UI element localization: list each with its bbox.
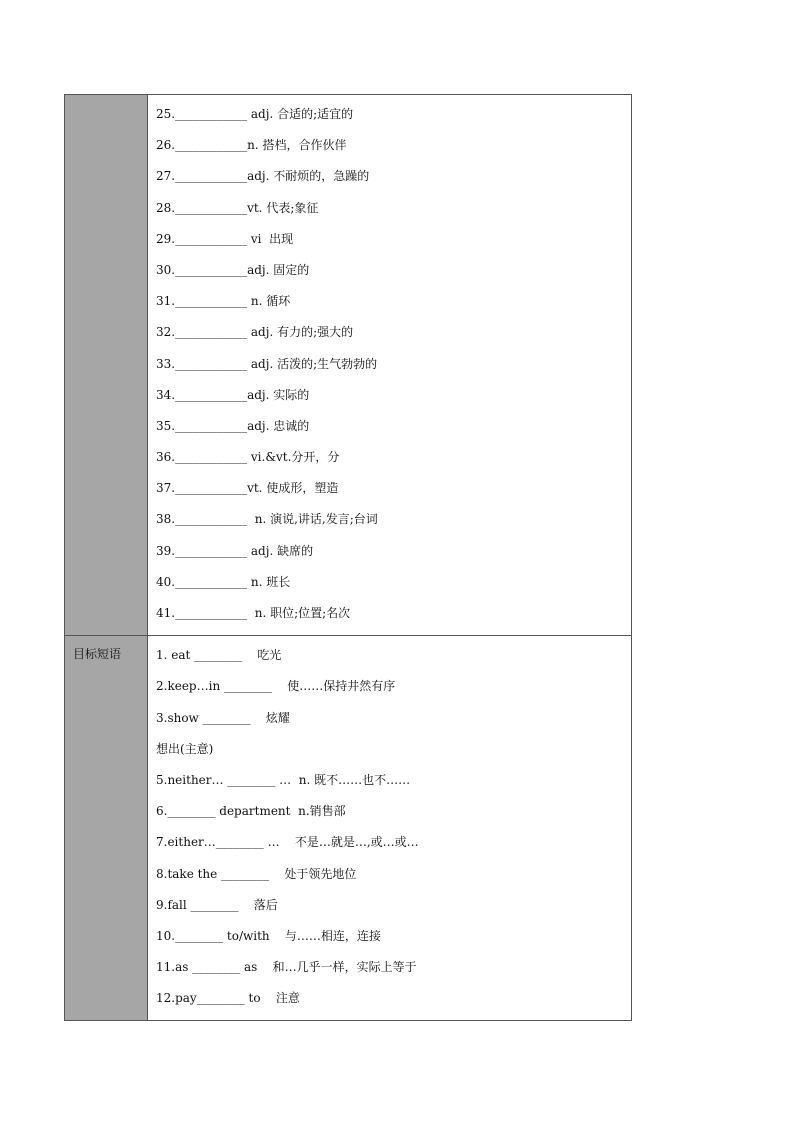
vocab-item: 30.____________adj. 固定的	[156, 262, 310, 277]
vocab-item: 39.____________ adj. 缺席的	[156, 543, 314, 558]
vocab-item: 41.____________ n. 职位;位置;名次	[156, 606, 351, 620]
phrase-item: 9.fall ________ 落后	[156, 897, 278, 912]
phrase-item: 11.as ________ as 和…几乎一样，实际上等于	[156, 960, 417, 975]
vocab-item: 36.____________ vi.&vt.分开，分	[156, 450, 340, 465]
phrase-row	[65, 636, 632, 1021]
phrase-label: 目标短语	[73, 647, 122, 662]
vocab-item: 25.____________ adj. 合适的;适宜的	[156, 107, 354, 121]
phrase-item: 8.take the ________ 处于领先地位	[156, 866, 357, 881]
vocab-item: 28.____________vt. 代表;象征	[156, 200, 319, 215]
vocabulary-label	[65, 95, 147, 104]
phrase-item: 10.________ to/with 与……相连，连接	[156, 928, 381, 943]
vocab-item: 26.____________n. 搭档，合作伙伴	[156, 138, 347, 153]
vocab-item: 33.____________ adj. 活泼的;生气勃勃的	[156, 356, 378, 371]
vocabulary-table	[64, 94, 632, 1021]
phrase-item: 想出(主意)	[156, 741, 214, 756]
vocab-item: 29.____________ vi 出现	[156, 231, 294, 246]
phrase-item: 3.show ________ 炫耀	[156, 710, 290, 725]
phrase-item: 2.keep…in ________ 使……保持井然有序	[156, 679, 396, 694]
phrase-item: 6.________ department n.销售部	[156, 804, 346, 819]
phrase-item: 12.pay________ to 注意	[156, 991, 300, 1006]
vocab-item: 31.____________ n. 循环	[156, 294, 291, 309]
vocabulary-list	[148, 95, 632, 636]
vocab-item: 27.____________adj. 不耐烦的，急躁的	[156, 169, 370, 184]
vocab-item: 35.____________adj. 忠诚的	[156, 418, 310, 433]
vocab-item: 34.____________adj. 实际的	[156, 387, 310, 402]
phrase-item: 1. eat ________ 吃光	[156, 648, 282, 663]
vocab-item: 40.____________ n. 班长	[156, 574, 291, 589]
phrase-item: 5.neither… ________ … n. 既不……也不……	[156, 772, 411, 787]
phrase-item: 7.either…________ … 不是…就是…,或…或…	[156, 835, 419, 850]
phrase-list	[148, 636, 632, 1021]
vocab-item: 38.____________ n. 演说,讲话,发言;台词	[156, 512, 378, 527]
vocabulary-label-cell	[65, 95, 148, 636]
vocab-item: 37.____________vt. 使成形，塑造	[156, 481, 339, 496]
vocab-item: 32.____________ adj. 有力的;强大的	[156, 325, 354, 340]
phrase-label-cell	[65, 636, 148, 1021]
vocabulary-row	[65, 95, 632, 636]
